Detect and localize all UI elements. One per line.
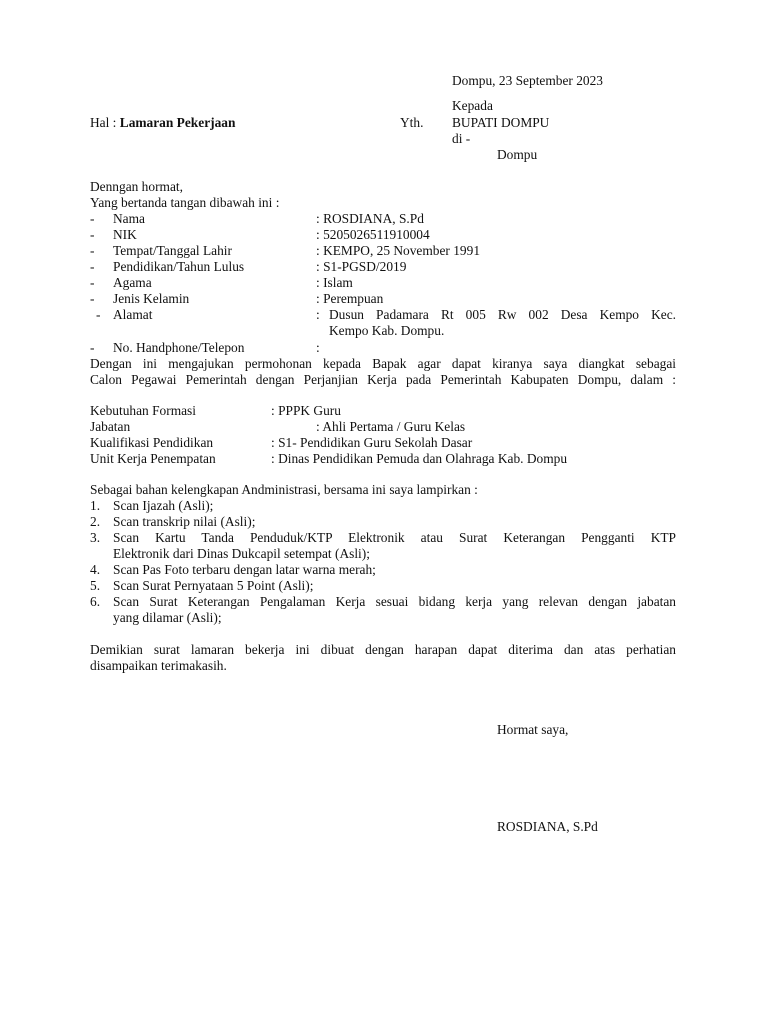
list-number: 4. (90, 562, 101, 577)
detail-value: : ROSDIANA, S.Pd (316, 211, 424, 226)
detail-dash: - (90, 259, 95, 274)
detail-dash: - (90, 227, 95, 242)
detail-value: : KEMPO, 25 November 1991 (316, 243, 481, 258)
formation-label: Kebutuhan Formasi (90, 403, 196, 418)
detail-dash: - (96, 307, 101, 322)
formation-value: : Ahli Pertama / Guru Kelas (316, 419, 466, 434)
request-line-1: Dengan ini mengajukan permohonan kepada Bapak agar dapat kiranya saya diangkat sebagai (90, 356, 676, 371)
list-text: Scan Surat Keterangan Pengalaman Kerja sesuai bidang kerja yang relevan dengan jabatan (113, 594, 676, 609)
formation-value: : Dinas Pendidikan Pemuda dan Olahraga Kab. Dompu (271, 451, 568, 466)
list-text: Scan Kartu Tanda Penduduk/KTP Elektronik atau Surat Keterangan Pengganti KTP (113, 530, 676, 545)
detail-label: Alamat (113, 307, 153, 322)
detail-label: Pendidikan/Tahun Lulus (113, 259, 245, 274)
recipient-city: Dompu (497, 147, 538, 162)
list-text: Scan transkrip nilai (Asli); (113, 514, 256, 529)
closing-line-1: Demikian surat lamaran bekerja ini dibuat dengan harapan dapat diterima dan atas perhatian (90, 642, 676, 657)
detail-dash: - (90, 211, 95, 226)
list-number: 2. (90, 514, 101, 529)
detail-label: Nama (113, 211, 145, 226)
formation-value: : S1- Pendidikan Guru Sekolah Dasar (271, 435, 473, 450)
yth-label: Yth. (400, 115, 424, 130)
address-line-2: Kempo Kab. Dompu. (329, 323, 445, 338)
attachments-intro: Sebagai bahan kelengkapan Andministrasi, bersama ini saya lampirkan : (90, 482, 478, 497)
list-number: 6. (90, 594, 101, 609)
list-text: Scan Ijazah (Asli); (113, 498, 214, 513)
list-text: Scan Surat Pernyataan 5 Point (Asli); (113, 578, 314, 593)
formation-value: : PPPK Guru (271, 403, 341, 418)
detail-value: : S1-PGSD/2019 (316, 259, 407, 274)
list-number: 1. (90, 498, 101, 513)
subject-prefix: Hal : (90, 115, 117, 130)
detail-value: : (316, 340, 320, 355)
regards: Hormat saya, (497, 722, 569, 737)
date-place: Dompu, 23 September 2023 (452, 73, 603, 88)
list-text-cont: yang dilamar (Asli); (113, 610, 222, 625)
detail-label: Agama (113, 275, 152, 290)
intro-line: Yang bertanda tangan dibawah ini : (90, 195, 280, 210)
formation-label: Kualifikasi Pendidikan (90, 435, 214, 450)
address-line-1: Dusun Padamara Rt 005 Rw 002 Desa Kempo Kec. (329, 307, 676, 322)
request-line-2: Calon Pegawai Pemerintah dengan Perjanjian Kerja pada Pemerintah Kabupaten Dompu, dalam : (90, 372, 676, 387)
formation-label: Unit Kerja Penempatan (90, 451, 216, 466)
recipient: BUPATI DOMPU (452, 115, 550, 130)
detail-value: : Islam (316, 275, 353, 290)
closing-line-2: disampaikan terimakasih. (90, 658, 227, 673)
kepada-label: Kepada (452, 98, 493, 113)
list-text: Scan Pas Foto terbaru dengan latar warna merah; (113, 562, 376, 577)
detail-dash: - (90, 340, 95, 355)
detail-label: NIK (113, 227, 137, 242)
signer-name: ROSDIANA, S.Pd (497, 819, 598, 834)
recipient-di: di - (452, 131, 471, 146)
detail-label: Tempat/Tanggal Lahir (113, 243, 232, 258)
detail-value: : Perempuan (316, 291, 384, 306)
subject-title: Lamaran Pekerjaan (119, 115, 236, 130)
detail-value: : 5205026511910004 (316, 227, 430, 242)
detail-dash: - (90, 243, 95, 258)
detail-label: Jenis Kelamin (113, 291, 190, 306)
list-text-cont: Elektronik dari Dinas Dukcapil setempat (Asli); (113, 546, 370, 561)
subject-line (90, 115, 235, 131)
list-number: 5. (90, 578, 101, 593)
formation-label: Jabatan (90, 419, 131, 434)
detail-dash: - (90, 275, 95, 290)
detail-dash: - (90, 291, 95, 306)
greeting: Denngan hormat, (90, 179, 183, 194)
detail-label: No. Handphone/Telepon (113, 340, 245, 355)
list-number: 3. (90, 530, 101, 545)
detail-colon: : (316, 307, 320, 322)
